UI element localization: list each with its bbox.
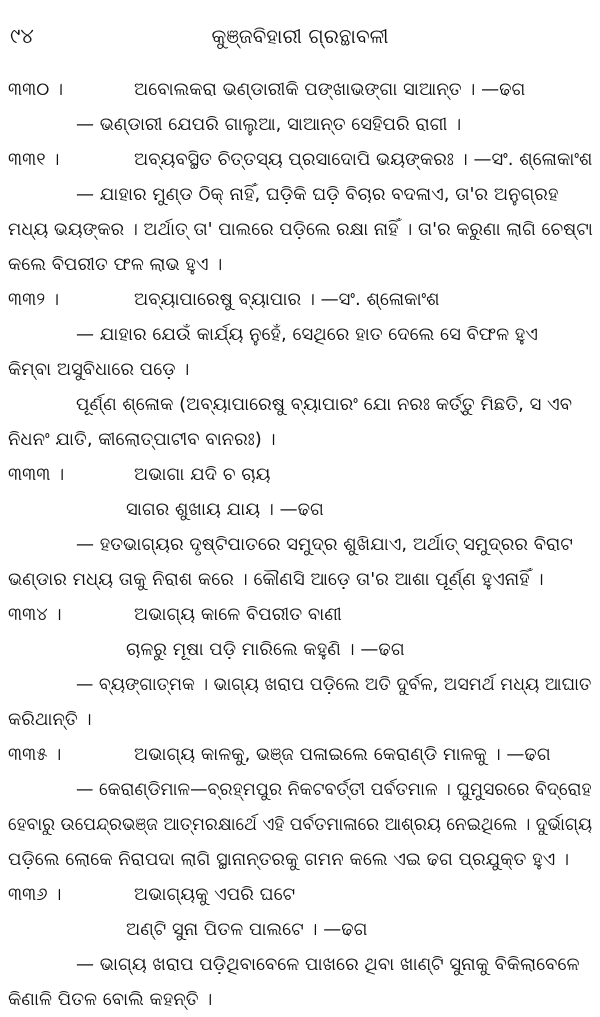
explanation-line — [8, 947, 592, 982]
explanation-continuation — [8, 807, 592, 842]
proverb-entry — [8, 457, 592, 492]
explanation-text: — ଭଣ୍ଡାରୀ ଯେପରି ଗାଲୁଆ, ସାଆନ୍ତ ସେହିପରି ରାଗୀ । — [76, 114, 462, 135]
explanation-continuation — [8, 982, 592, 1017]
explanation-continuation — [8, 562, 592, 597]
entry-number: ୩୩୬ । — [8, 884, 62, 905]
explanation-continuation — [8, 247, 592, 282]
proverb-text: ଅବ୍ୟବସ୍ଥିତ ଚିତ୍ତସ୍ୟ ପ୍ରସାଦୋପି ଭୟଙ୍କରଃ । —ସଂ. ଶ୍ଳୋକାଂଶ — [134, 149, 593, 170]
explanation-continuation — [8, 702, 592, 737]
entry-number: ୩୩୩ । — [8, 464, 65, 485]
entry-number: ୩୩୫ । — [8, 744, 62, 765]
proverb-text: ଅଭାଗ୍ୟ କାଳେ ବିପରୀତ ବାଣୀ — [134, 604, 342, 625]
explanation-line — [8, 527, 592, 562]
explanation-text: ପୂର୍ଣ୍ଣ ଶ୍ଳୋକ (ଅବ୍ୟାପାରେଷୁ ବ୍ୟାପାରଂ ଯୋ ନରଃ କର୍ତ୍ତୁ ମିଛତି, ସ ଏବ — [76, 394, 572, 415]
explanation-text: — କେରାଣ୍ଡିମାଳ—ବ୍ରହ୍ମପୁର ନିକଟବର୍ତ୍ତୀ ପର୍ବତମାଳ । ଘୁମୁସରରେ ବିଦ୍ରୋହ — [76, 779, 592, 800]
explanation-text: — ଭାଗ୍ୟ ଖରାପ ପଡ଼ିଥିବାବେଳେ ପାଖରେ ଥିବା ଖାଣ୍ଟି ସୁନାକୁ ବିକିଲାବେଳେ — [76, 954, 580, 975]
page-number: ୯୪ — [10, 24, 34, 48]
explanation-text: — ବ୍ୟଙ୍ଗାତ୍ମକ । ଭାଗ୍ୟ ଖରାପ ପଡ଼ିଲେ ଅତି ଦୁର୍ବଳ, ଅସମର୍ଥ ମଧ୍ୟ ଆଘାତ — [76, 674, 592, 695]
explanation-line — [8, 387, 592, 422]
proverb-text: ଅଭାଗ୍ୟ କାଳକୁ, ଭଞ୍ଜ ପଳାଇଲେ କେରାଣ୍ଡି ମାଳକୁ । —ଢଗ — [134, 744, 551, 765]
proverb-line — [8, 912, 592, 947]
proverb-text: ଅଭାଗ୍ୟକୁ ଏପରି ଘଟେ — [134, 884, 296, 905]
explanation-continuation — [8, 352, 592, 387]
proverb-line — [8, 492, 592, 527]
explanation-text: — ଯାହାର ମୁଣ୍ଡ ଠିକ୍ ନାହିଁ, ଘଡ଼ିକି ଘଡ଼ି ବିଚାର ବଦଳାଏ, ତା'ର ଅନୁଗ୍ରହ — [76, 184, 559, 205]
explanation-text: ମଧ୍ୟ ଭୟଙ୍କର । ଅର୍ଥାତ୍ ତା' ପାଲରେ ପଡ଼ିଲେ ରକ୍ଷା ନାହିଁ । ତା'ର କରୁଣା ଲାଗି ଚେଷ୍ଟା — [8, 219, 593, 240]
explanation-line — [8, 317, 592, 352]
proverb-entry — [8, 877, 592, 912]
proverb-entry — [8, 282, 592, 317]
proverb-text: ସାଗର ଶୁଖାୟ ଯାୟ । —ଢଗ — [126, 499, 324, 520]
explanation-continuation — [8, 842, 592, 877]
explanation-continuation — [8, 422, 592, 457]
proverb-text: ଅବ୍ୟାପାରେଷୁ ବ୍ୟାପାର । —ସଂ. ଶ୍ଳୋକାଂଶ — [134, 289, 440, 310]
proverb-text: ଚାଳରୁ ମୂଷା ପଡ଼ି ମାରିଲେ କହୁଣି । —ଢଗ — [126, 639, 405, 660]
explanation-text: କଲେ ବିପରୀତ ଫଳ ଲାଭ ହୁଏ । — [8, 254, 223, 275]
entry-number: ୩୩୪ । — [8, 604, 62, 625]
proverb-entry — [8, 597, 592, 632]
entry-number: ୩୩୦ । — [8, 79, 64, 100]
proverb-entry — [8, 72, 592, 107]
explanation-text: କରିଥାନ୍ତି । — [8, 709, 92, 730]
proverb-text: ଅଣ୍ଟି ସୁନା ପିତଳ ପାଲଟେ । —ଢଗ — [126, 919, 368, 940]
explanation-text: କିମ୍ବା ଅସୁବିଧାରେ ପଡ଼େ । — [8, 359, 190, 380]
explanation-line — [8, 107, 592, 142]
explanation-line — [8, 177, 592, 212]
explanation-text: — ହତଭାଗ୍ୟର ଦୃଷ୍ଟିପାତରେ ସମୁଦ୍ର ଶୁଖିଯାଏ, ଅର୍ଥାତ୍ ସମୁଦ୍ରର ବିରାଟ — [76, 534, 573, 555]
entry-number: ୩୩୨ । — [8, 289, 60, 310]
explanation-line — [8, 667, 592, 702]
explanation-text: — ଯାହାର ଯେଉଁ କାର୍ଯ୍ୟ ନୁହେଁ, ସେଥିରେ ହାତ ଦେଲେ ସେ ବିଫଳ ହୁଏ — [76, 324, 538, 345]
proverb-entry — [8, 737, 592, 772]
running-title: କୁଞ୍ଜବିହାରୀ ଗ୍ରନ୍ଥାବଳୀ — [211, 24, 389, 48]
explanation-text: ପଡ଼ିଲେ ଲୋକେ ନିରାପଦା ଲାଗି ସ୍ଥାନାନ୍ତରକୁ ଗମନ କଲେ ଏଇ ଢଗ ପ୍ରଯୁକ୍ତ ହୁଏ । — [8, 849, 570, 870]
explanation-text: କିଣାଳି ପିତଳ ବୋଲି କହନ୍ତି । — [8, 989, 213, 1010]
explanation-continuation — [8, 212, 592, 247]
explanation-text: ହେବାରୁ ଉପେନ୍ଦ୍ରଭଞ୍ଜ ଆତ୍ମରକ୍ଷାର୍ଥେ ଏହି ପର୍ବତମାଳାରେ ଆଶ୍ରୟ ନେଇଥିଲେ । ଦୁର୍ଭାଗ୍ୟ — [8, 814, 593, 835]
explanation-line — [8, 772, 592, 807]
explanation-text: ନିଧନଂ ଯାତି, କୀଲୋତ୍ପାଟୀବ ବାନରଃ) । — [8, 429, 276, 450]
proverb-text: ଅଭାଗା ଯଦି ଚ ଚାୟ — [134, 464, 271, 485]
explanation-text: ଭଣ୍ଡାର ମଧ୍ୟ ତାକୁ ନିରାଶ କରେ । କୌଣସି ଆଡ଼େ ତା'ର ଆଶା ପୂର୍ଣ୍ଣ ହୁଏନାହିଁ । — [8, 569, 544, 590]
proverb-line — [8, 632, 592, 667]
proverb-entry — [8, 142, 592, 177]
page-header — [0, 24, 600, 54]
entry-number: ୩୩୧ । — [8, 149, 60, 170]
proverb-list — [8, 72, 592, 1017]
proverb-text: ଅବୋଲକରା ଭଣ୍ଡାରୀକି ପଙ୍ଖାଭଙ୍ଗା ସାଆନ୍ତ । —ଢଗ — [134, 79, 526, 100]
